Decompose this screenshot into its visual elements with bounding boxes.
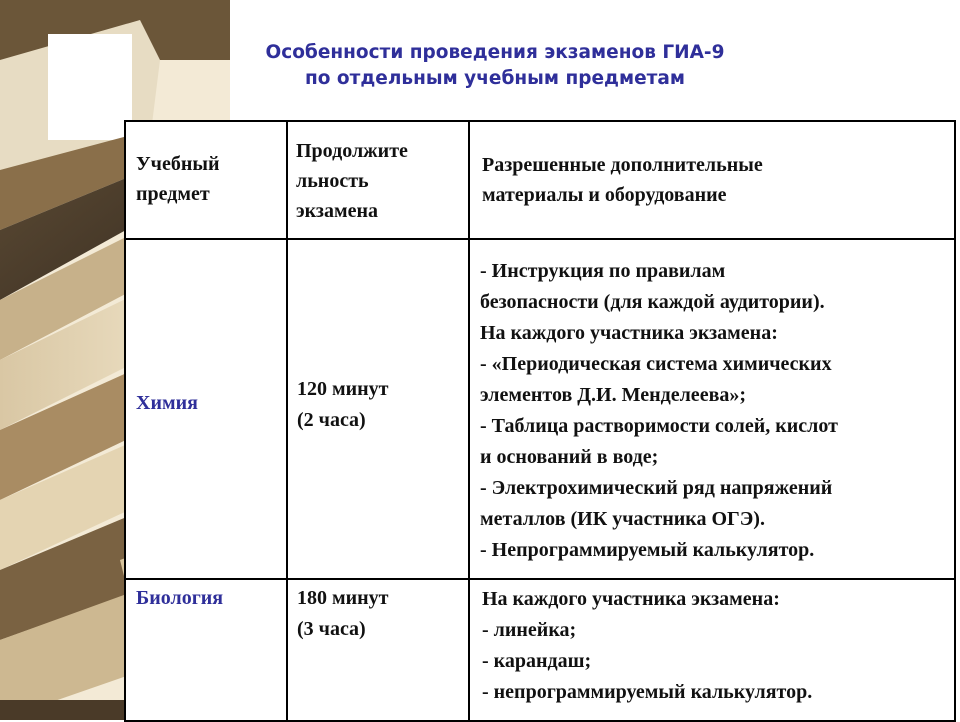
materials-cell	[469, 239, 955, 579]
materials-line: - карандаш;	[482, 650, 592, 672]
header-duration-line: Продолжите	[296, 140, 408, 162]
duration-line: 120 минут	[297, 378, 389, 400]
duration-line: (3 часа)	[297, 618, 366, 640]
materials-line: безопасности (для каждой аудитории).	[480, 291, 825, 313]
subject-cell	[125, 239, 287, 579]
table-header-row	[125, 121, 955, 239]
materials-line: элементов Д.И. Менделеева»;	[480, 384, 747, 406]
header-materials-line: материалы и оборудование	[482, 184, 727, 206]
materials-line: - Таблица растворимости солей, кислот	[480, 415, 838, 437]
header-subject-line: предмет	[136, 183, 210, 205]
header-materials	[469, 121, 955, 239]
header-duration-line: льность	[296, 170, 369, 192]
materials-line: - линейка;	[482, 619, 577, 641]
header-duration	[287, 121, 469, 239]
exam-table	[124, 120, 956, 722]
subject-name: Химия	[136, 391, 198, 414]
materials-line: - «Периодическая система химических	[480, 353, 832, 375]
title-line-1: Особенности проведения экзаменов ГИА-9	[265, 42, 725, 63]
duration-line: 180 минут	[297, 587, 389, 609]
duration-line: (2 часа)	[297, 409, 366, 431]
materials-line: На каждого участника экзамена:	[482, 588, 780, 610]
materials-line: и оснований в воде;	[480, 446, 659, 468]
title-line-2: по отдельным учебным предметам	[305, 68, 685, 89]
materials-cell	[469, 579, 955, 721]
materials-line: - Инструкция по правилам	[480, 260, 726, 282]
header-duration-line: экзамена	[296, 200, 378, 222]
materials-line: - Непрограммируемый калькулятор.	[480, 539, 815, 561]
materials-line: - Электрохимический ряд напряжений	[480, 477, 833, 499]
materials-line: металлов (ИК участника ОГЭ).	[480, 508, 765, 530]
duration-cell	[287, 239, 469, 579]
subject-cell	[125, 579, 287, 721]
table-row	[125, 239, 955, 579]
materials-line: - непрограммируемый калькулятор.	[482, 681, 813, 703]
duration-cell	[287, 579, 469, 721]
materials-line: На каждого участника экзамена:	[480, 322, 778, 344]
subject-name: Биология	[136, 587, 224, 609]
slide-title	[150, 40, 840, 92]
header-subject	[125, 121, 287, 239]
table-row	[125, 579, 955, 721]
header-materials-line: Разрешенные дополнительные	[482, 154, 763, 176]
header-subject-line: Учебный	[136, 153, 220, 175]
